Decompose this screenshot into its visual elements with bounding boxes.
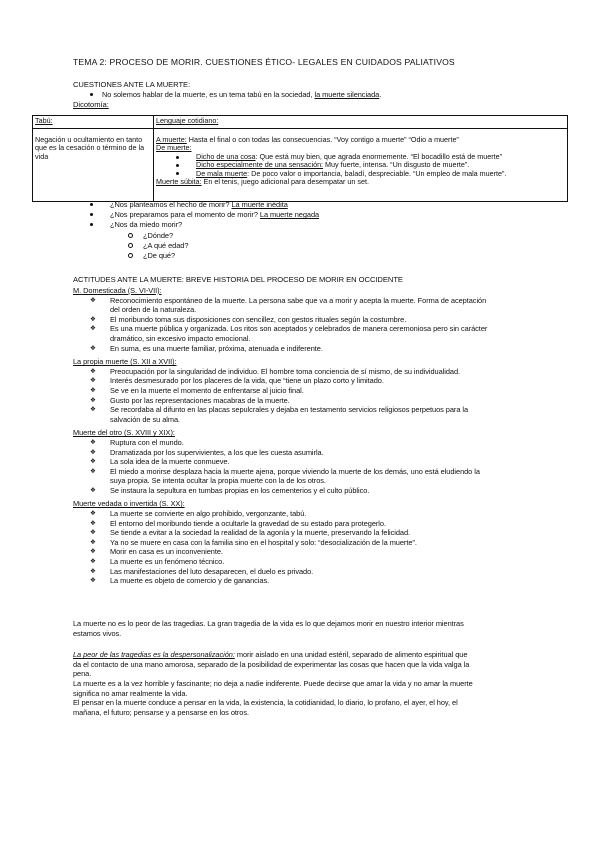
- question-item: [73, 210, 543, 220]
- section-list-item: [73, 438, 543, 448]
- section-item-line: suya propia. Se intenta ocultar la propia muerte con la de los otros.: [110, 476, 326, 486]
- section-item-line: Es una muerte pública y organizada. Los ritos son aceptados y celebrados de manera ceremoniosa pero sin carácter: [110, 324, 488, 334]
- closing-4-line: mañana, el futuro; pensarse y a pensarse en los otros.: [73, 707, 250, 717]
- diamond-bullet-icon: ❖: [90, 396, 96, 404]
- closing-2-italic: La peor de las tragedias es la despersonalización:: [73, 650, 235, 660]
- section-list-item: [73, 405, 543, 424]
- cuestiones-bullet-link: la muerte silenciada: [314, 90, 380, 99]
- section-list-item: [73, 528, 543, 538]
- section-item-line: Se recordaba al difunto en las placas sepulcrales y dejaba en testamento servicios religiosos perpetuos para la: [110, 405, 469, 415]
- table-header-tabu: [33, 116, 154, 129]
- section-item-line: del orden de la naturaleza.: [110, 305, 197, 315]
- section-item-line: Morir en casa es un inconveniente.: [110, 547, 223, 557]
- circle-bullet-icon: [128, 243, 133, 248]
- bullet-dot-icon: [176, 164, 179, 167]
- section-list-item: [73, 315, 543, 325]
- section-item-line: Interés desmesurado por los placeres de la vida, que “tiene un plazo corto y limitado.: [110, 376, 384, 386]
- tabu-body-text: Negación u ocultamiento en tanto que es la cesación o término de la vida: [35, 135, 145, 161]
- diamond-bullet-icon: ❖: [90, 510, 96, 518]
- section-list-item: [73, 519, 543, 529]
- table-cell-tabu: [33, 129, 154, 202]
- subita-text: En el tenis, juego adicional para desempatar un set.: [201, 177, 369, 187]
- circle-bullet-icon: [128, 233, 133, 238]
- closing-2-line: morir aislado en una unidad estéril, separado de alimento espiritual que: [234, 650, 468, 660]
- section-heading: La propia muerte (S. XII a XVII):: [73, 357, 177, 367]
- history-sections: [73, 286, 543, 586]
- question-item: [73, 220, 543, 230]
- bullet-dot-icon: [176, 172, 179, 175]
- section-list-item: [73, 509, 543, 519]
- diamond-bullet-icon: ❖: [90, 548, 96, 556]
- closing-2-line: pena.: [73, 669, 92, 679]
- closing-paragraph-4: [73, 698, 543, 717]
- closing-paragraph-2: [73, 650, 543, 679]
- section-list-item: [73, 448, 543, 458]
- history-section: [73, 428, 543, 495]
- section-list-item: [73, 486, 543, 496]
- diamond-bullet-icon: ❖: [90, 315, 96, 323]
- section-list-item: [73, 344, 543, 354]
- section-item-line: La muerte es objeto de comercio y de ganancias.: [110, 576, 270, 586]
- diamond-bullet-icon: ❖: [90, 344, 96, 352]
- closing-paragraph-1: [73, 619, 543, 638]
- diamond-bullet-icon: ❖: [90, 538, 96, 546]
- diamond-bullet-icon: ❖: [90, 577, 96, 585]
- dicotomia-label: Dicotomía:: [73, 100, 109, 109]
- diamond-bullet-icon: ❖: [90, 467, 96, 475]
- subita-label: Muerte súbita:: [156, 177, 202, 187]
- bullet-dot-icon: [90, 93, 93, 96]
- section-item-line: Ya no se muere en casa con la familia sino en el hospital y solo: “desocialización de la muerte”.: [110, 537, 417, 547]
- section-item-line: La sola idea de la muerte conmueve.: [110, 457, 230, 467]
- section-item-line: salvación de su alma.: [110, 414, 181, 424]
- question-text: ¿Nos planteamos el hecho de morir?: [110, 200, 232, 209]
- document-title: TEMA 2: PROCESO DE MORIR. CUESTIONES ÉTICO- LEGALES EN CUIDADOS PALIATIVOS: [73, 57, 455, 67]
- diamond-bullet-icon: ❖: [90, 519, 96, 527]
- section-list-item: [73, 557, 543, 567]
- bullet-dot-icon: [90, 203, 93, 206]
- section-item-line: Las manifestaciones del luto desaparecen, el duelo es privado.: [110, 566, 314, 576]
- diamond-bullet-icon: ❖: [90, 367, 96, 375]
- diamond-bullet-icon: ❖: [90, 438, 96, 446]
- sub-1-text: : Que está muy bien, que agrada enormemente. “El bocadillo está de muerte”: [255, 151, 503, 161]
- diamond-bullet-icon: ❖: [90, 386, 96, 394]
- history-section: [73, 499, 543, 585]
- diamond-bullet-icon: ❖: [90, 529, 96, 537]
- question-item: [73, 200, 543, 210]
- section-item-line: El entorno del moribundo tiende a ocultarle la gravedad de su estado para protegerlo.: [110, 518, 386, 528]
- question-text: ¿Nos da miedo morir?: [110, 220, 183, 230]
- section-item-line: Se instaura la sepultura en tumbas propias en los cementerios y el culto público.: [110, 485, 370, 495]
- section-list-item: [73, 538, 543, 548]
- diamond-bullet-icon: ❖: [90, 448, 96, 456]
- diamond-bullet-icon: ❖: [90, 558, 96, 566]
- diamond-bullet-icon: ❖: [90, 377, 96, 385]
- section-item-line: Gusto por las representaciones macabras de la muerte.: [110, 395, 290, 405]
- table-cell-lenguaje: [154, 129, 568, 202]
- section-item-line: Preocupación por la singularidad de individuo. El hombre toma conciencia de sí mismo, de su individualidad.: [110, 366, 461, 376]
- section-list-item: [73, 467, 543, 486]
- diamond-bullet-icon: ❖: [90, 296, 96, 304]
- section-list-item: [73, 296, 543, 315]
- sub-question-text: ¿De qué?: [143, 250, 176, 260]
- section-heading: Muerte del otro (S. XVIII y XIX):: [73, 428, 175, 438]
- section-list-item: [73, 457, 543, 467]
- section-item-line: La muerte se convierte en algo prohibido, vergonzante, tabú.: [110, 509, 307, 519]
- cuestiones-heading: CUESTIONES ANTE LA MUERTE:: [73, 80, 191, 89]
- section-item-line: El moribundo toma sus disposiciones con sencillez, con gestos rituales según la costumbre.: [110, 314, 407, 324]
- sub-question-item: [73, 231, 543, 241]
- sub-question-text: ¿A qué edad?: [143, 240, 189, 250]
- closing-1-line: La muerte no es lo peor de las tragedias. La gran tragedia de la vida es lo que dejamos morir en nuestro interior mientras: [73, 619, 464, 628]
- question-link: La muerte negada: [259, 210, 320, 220]
- bullet-dot-icon: [90, 213, 93, 216]
- sub-2-text: Muy fuerte, intensa. “Un disgusto de muerte”.: [323, 160, 470, 170]
- section-list-item: [73, 324, 543, 343]
- closing-3-line: La muerte es a la vez horrible y fascinante; no deja a nadie indiferente. Puede decirse que amar la vida y no amar la muerte: [73, 678, 473, 688]
- tabu-header-text: Tabú:: [35, 116, 53, 125]
- sub-3-text: : De poco valor o importancia, baladí, despreciable. “Un empleo de mala muerte”.: [247, 168, 507, 178]
- history-section: [73, 357, 543, 424]
- section-list-item: [73, 396, 543, 406]
- diamond-bullet-icon: ❖: [90, 406, 96, 414]
- closing-paragraph-3: [73, 679, 543, 698]
- section-heading: M. Domesticada (S. VI-VII):: [73, 286, 162, 295]
- de-muerte-sub-3: [156, 170, 565, 178]
- section-item-line: En suma, es una muerte familiar, próxima, atenuada e indiferente.: [110, 343, 323, 353]
- de-muerte-label: De muerte:: [156, 143, 192, 153]
- sub-question-item: [73, 241, 543, 251]
- section-list-item: [73, 547, 543, 557]
- section-item-line: El miedo a morirse desplaza hacia la muerte ajena, porque viviendo la muerte de los demás, uno está eludiendo la: [110, 466, 480, 476]
- cuestiones-bullet-end: .: [379, 90, 382, 99]
- closing-2-line: da el contacto de una mano amorosa, separado de la posibilidad de experimentar las cosas que hacen que la vida valga la: [73, 659, 470, 669]
- a-muerte-label: A muerte:: [156, 135, 187, 144]
- diamond-bullet-icon: ❖: [90, 567, 96, 575]
- closing-paragraphs: [73, 619, 543, 717]
- diamond-bullet-icon: ❖: [90, 325, 96, 333]
- closing-3-line: significa no amar realmente la vida.: [73, 688, 188, 698]
- sub-1-label: Dicho de una cosa: [196, 151, 256, 161]
- section-item-line: La muerte es un fenómeno técnico.: [110, 557, 225, 567]
- section-item-line: Se tiende a evitar a la sociedad la realidad de la agonía y la muerte, preservando la felicidad.: [110, 528, 411, 538]
- section-item-line: dramático, sin excesivo impacto emocional.: [110, 333, 251, 343]
- table-header-lenguaje: [154, 116, 568, 129]
- history-section: [73, 286, 543, 353]
- sub-2-label: Dicho especialmente de una sensación:: [196, 160, 324, 170]
- closing-4-line: El pensar en la muerte conduce a pensar en la vida, la existencia, la cotidianidad, lo diario, lo profano, el ayer, el hoy, el: [73, 698, 458, 708]
- bullet-dot-icon: [90, 223, 93, 226]
- bullet-dot-icon: [176, 156, 179, 159]
- dicotomia-table: [32, 115, 568, 202]
- section-list-item: [73, 376, 543, 386]
- questions-list: [73, 200, 543, 261]
- diamond-bullet-icon: ❖: [90, 458, 96, 466]
- sub-question-text: ¿Dónde?: [143, 230, 174, 240]
- closing-1-line: estamos vivos.: [73, 628, 122, 638]
- sub-3-label: De mala muerte: [196, 168, 248, 178]
- section-list-item: [73, 386, 543, 396]
- section-item-line: Ruptura con el mundo.: [110, 437, 184, 447]
- question-link: La muerte inédita: [231, 200, 288, 209]
- section-list-item: [73, 367, 543, 377]
- section-list-item: [73, 576, 543, 586]
- section-list-item: [73, 567, 543, 577]
- a-muerte-text: Hasta el final o con todas las consecuencias. “Voy contigo a muerte” “Odio a muerte”: [186, 135, 459, 144]
- section-heading: Muerte vedada o invertida (S. XX):: [73, 499, 185, 509]
- section-item-line: Se ve en la muerte el momento de enfrentarse al juicio final.: [110, 385, 304, 395]
- diamond-bullet-icon: ❖: [90, 486, 96, 494]
- actitudes-heading: ACTITUDES ANTE LA MUERTE: BREVE HISTORIA DEL PROCESO DE MORIR EN OCCIDENTE: [73, 275, 403, 284]
- cuestiones-bullet-text: No solemos hablar de la muerte, es un tema tabú en la sociedad,: [102, 90, 315, 99]
- section-item-line: Dramatizada por los supervivientes, a los que les cuesta asumirla.: [110, 447, 324, 457]
- subita-line: [156, 178, 565, 186]
- lenguaje-header-text: Lenguaje cotidiano:: [156, 116, 219, 125]
- a-muerte-line: [156, 130, 565, 144]
- section-item-line: Reconocimiento espontáneo de la muerte. La persona sabe que va a morir y acepta la muerte. Forma de aceptación: [110, 295, 487, 305]
- question-text: ¿Nos preparamos para el momento de morir?: [110, 210, 260, 220]
- sub-question-item: [73, 251, 543, 261]
- circle-bullet-icon: [128, 253, 133, 258]
